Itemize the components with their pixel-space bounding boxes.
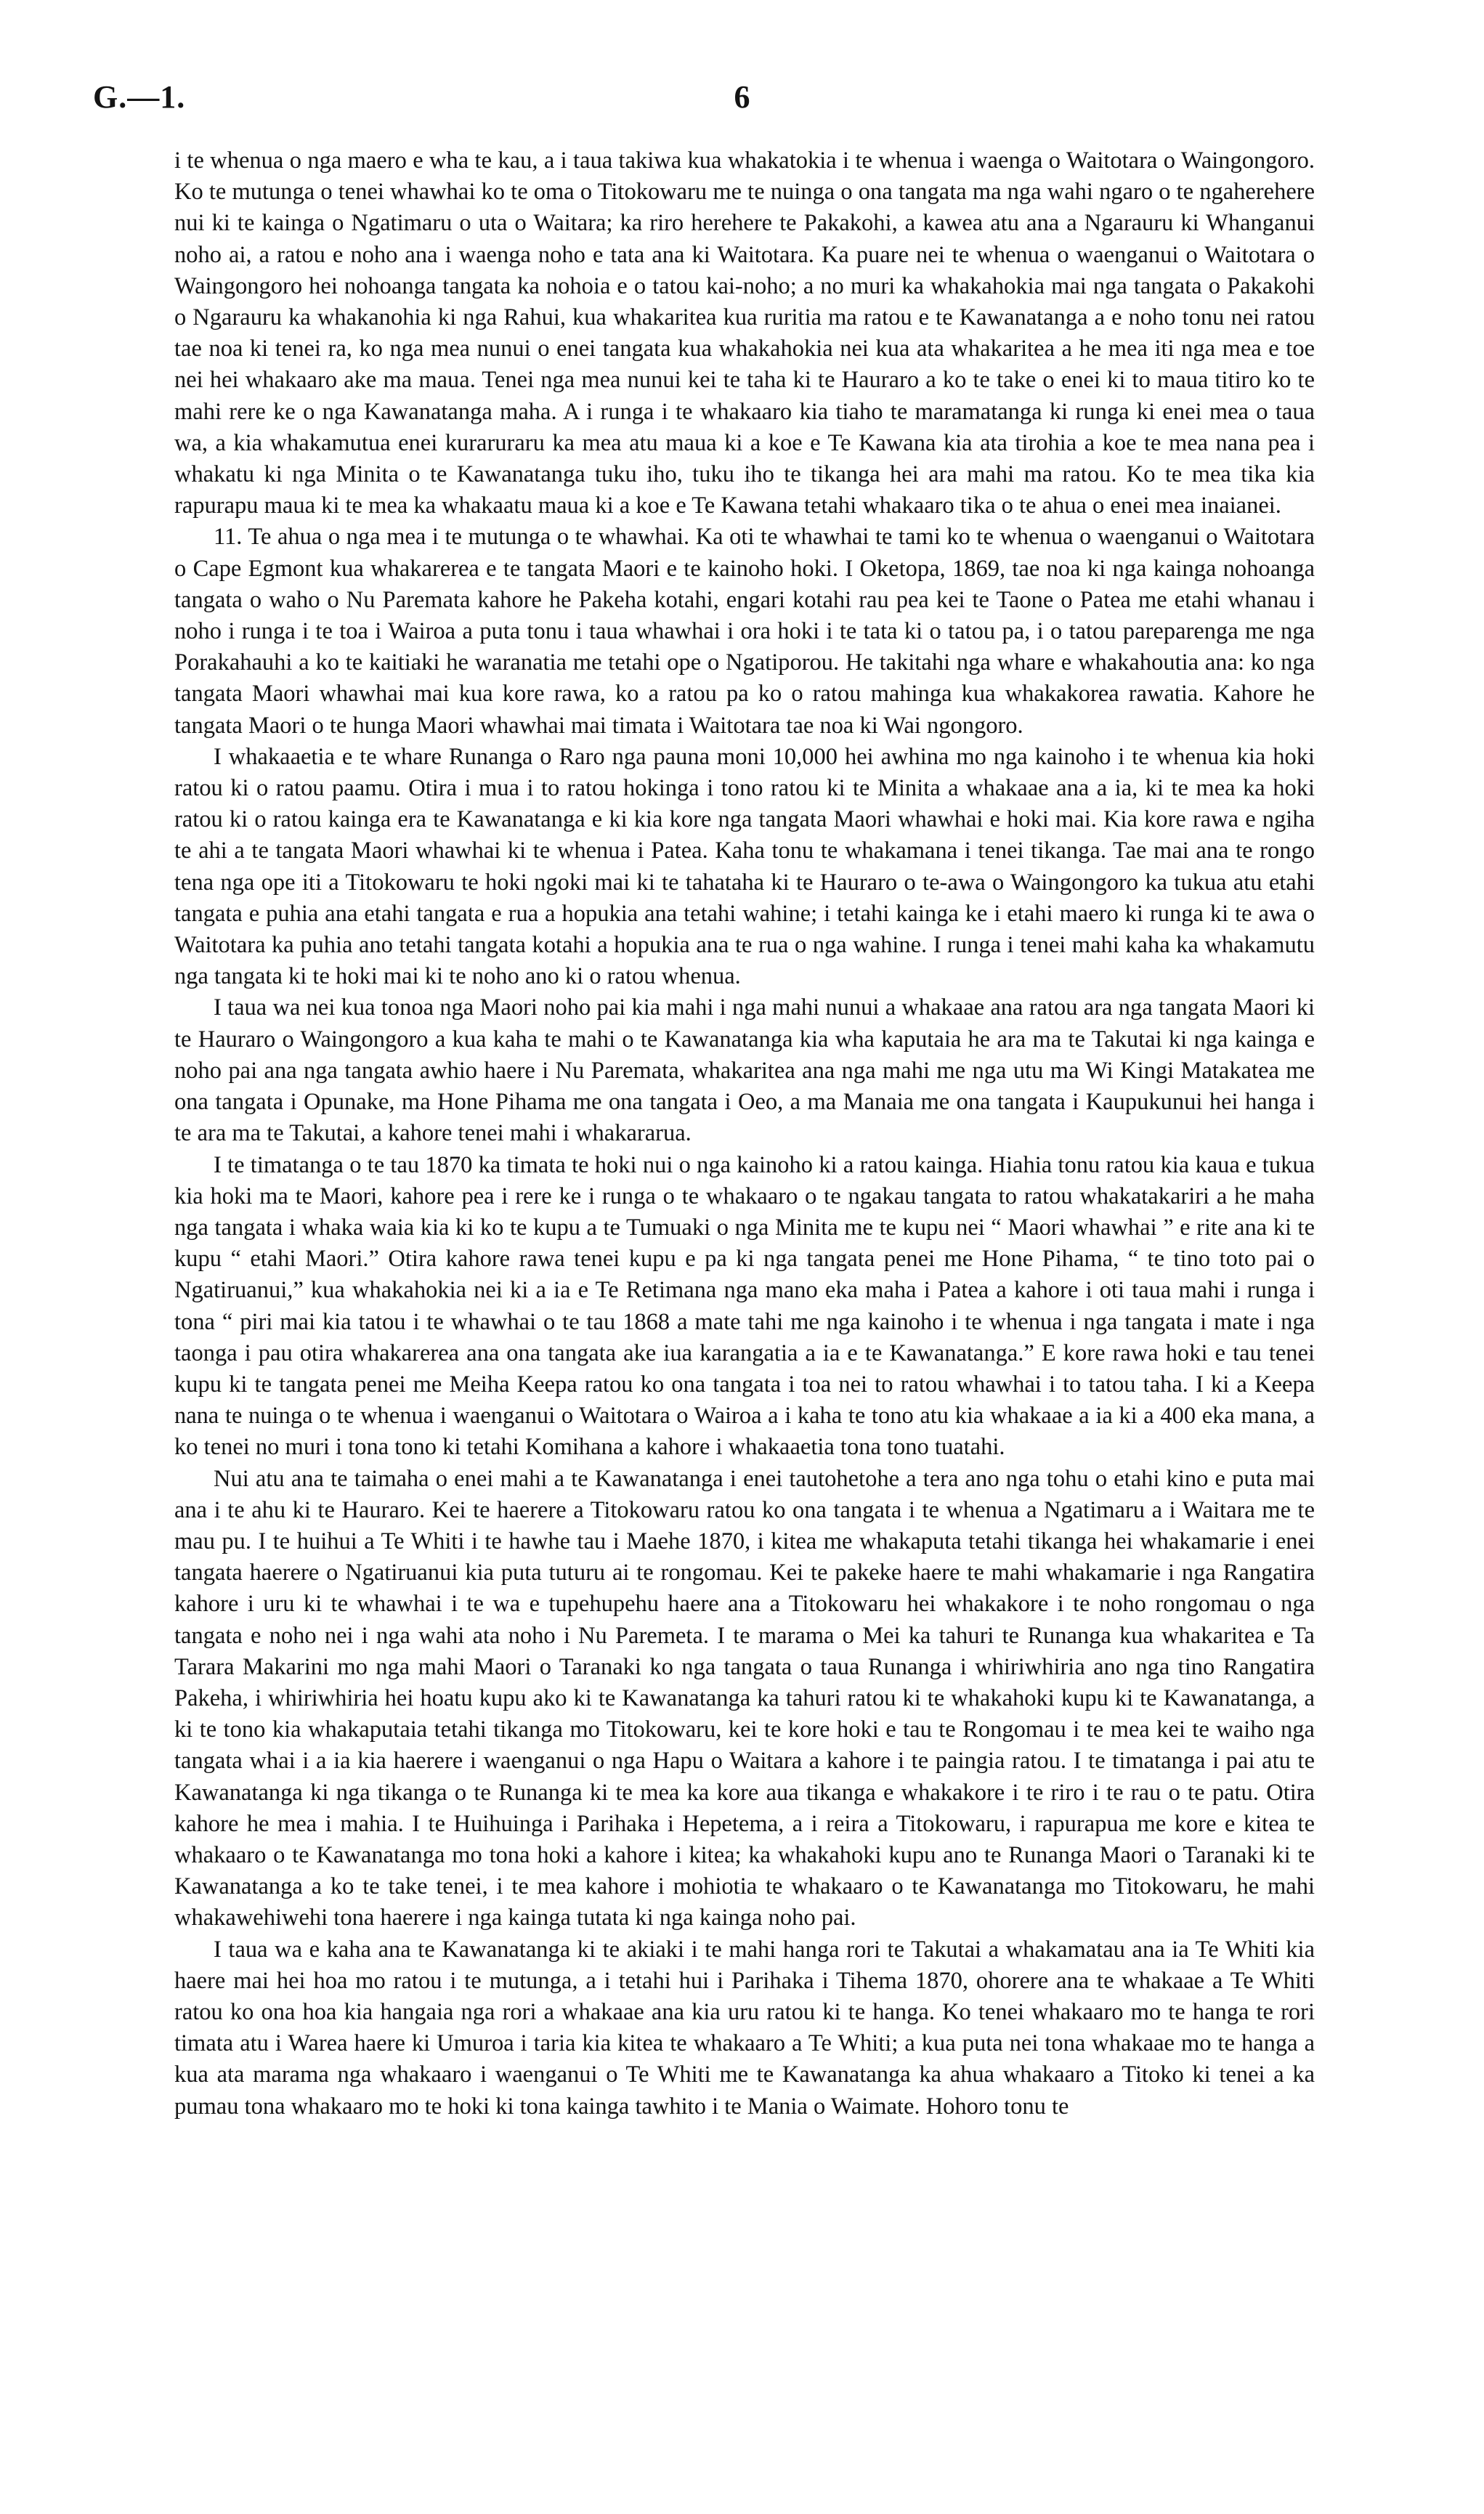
page-header — [93, 78, 1391, 122]
document-code: G.—1. — [93, 79, 186, 115]
paragraph: I whakaaetia e te whare Runanga o Raro nga pauna moni 10,000 hei awhina mo nga kainoho i te whenua kia hoki ratou ki o ratou paamu. Otira i mua i to ratou hokinga i tono ratou ki te Minita a whakaae ana a ia, ki te mea ka hoki ratou ki o ratou kainga era te Kawanatanga e ki kia kore nga tangata Maori whawhai e hoki mai. Kia kore rawa e ngiha te ahi a te tangata Maori whawhai ki te whenua i Patea. Kaha tonu te whakamana i tenei tikanga. Tae mai ana te rongo tena nga ope iti a Titokowaru te hoki ngoki mai ki te tahataha ki te Hauraro o te-awa o Waingongoro ka tukua atu etahi tangata e puhia ana etahi tangata e rua a hopukia ana tetahi wahine; i tetahi kainga ke i etahi maero ki runga ki te awa o Waitotara ka puhia ano tetahi tangata kotahi a hopukia ana te rua o nga wahine. I runga i tenei mahi kaha ka whakamutu nga tangata ki te hoki mai ki te noho ano ki o ratou whenua. — [174, 743, 1315, 990]
paragraph: I taua wa nei kua tonoa nga Maori noho pai kia mahi i nga mahi nunui a whakaae ana ratou ara nga tangata Maori ki te Hauraro o Waingongoro a kua kaha te mahi o te Kawanatanga kia wha kaputaia he ara ma te Takutai ki nga kainga e noho pai ana nga tangata awhio haere i Nu Paremata, whakaritea ana nga mahi me nga utu ma Wi Kingi Matakatea me ona tangata i Opunake, ma Hone Pihama me ona tangata i Oeo, a ma Manaia me ona tangata i Kaupukunui hei hanga i te ara ma te Takutai, a kahore tenei mahi i whakararua. — [174, 994, 1315, 1147]
paragraph: i te whenua o nga maero e wha te kau, a i taua takiwa kua whakatokia i te whenua i waenga o Waitotara o Waingongoro. Ko te mutunga o tenei whawhai ko te oma o Titokowaru me te nuinga o ona tangata ma nga wahi ngaro o te ngaherehere nui ki te kainga o Ngatimaru o uta o Waitara; ka riro herehere te Pakakohi, a kawea atu ana a Ngarauru ki Whanganui noho ai, a ratou e noho ana i waenga noho e tata ana ki Waitotara. Ka puare nei te whenua o waenganui o Waitotara o Waingongoro hei nohoanga tangata ka nohoia e o tatou kai-noho; a no muri ka whakahokia mai nga tangata o Pakakohi o Ngarauru ka whakanohia ki nga Rahui, kua whakaritea kua ruritia ma ratou e te Kawanatanga a e noho tonu nei ratou tae noa ki tenei ra, ko nga mea nunui o enei tangata kua whakahokia nei kua ata whakaritea a he mea iti nga mea e toe nei hei whakaaro ake ma maua. Tenei nga mea nunui kei te taha ki te Hauraro a ko te take o enei ki to maua titiro ko te mahi rere ke o nga Kawanatanga maha. A i runga i te whakaaro kia tiaho te maramatanga ki runga ki enei mea o taua wa, a kia whakamutua enei kuraruraru ka mea atu maua ki a koe e Te Kawana kia ata tirohia a koe te mea nana pea i whakatu ki nga Minita o te Kawanatanga tuku iho, tuku iho te tikanga hei ara mahi ma ratou. Ko te mea tika kia rapurapu maua ki te mea ka whakaatu maua ki a koe e Te Kawana tetahi whakaaro tika o te ahua o enei mea inaianei. — [174, 147, 1315, 519]
paragraph: 11. Te ahua o nga mea i te mutunga o te whawhai. Ka oti te whawhai te tami ko te whenua o waenganui o Waitotara o Cape Egmont kua whakarerea e te tangata Maori e te kainoho hoki. I Oketopa, 1869, tae noa ki nga kainga nohoanga tangata o waho o Nu Paremata kahore he Pakeha kotahi, engari kotahi rau pea kei te Taone o Patea me etahi whanau i noho i runga i te toa i Wairoa a puta tonu i taua whawhai i ora hoki i te tata ki o tatou pa, i o tatou pareparenga me nga Porakahauhi a ko te kaitiaki he waranatia me tetahi ope o Ngatiporou. He takitahi nga whare e whakahoutia ana: ko nga tangata Maori whawhai mai kua kore rawa, ko a ratou pa ko o ratou mahinga kua whakakorea rawatia. Kahore he tangata Maori o te hunga Maori whawhai mai timata i Waitotara tae noa ki Wai ngongoro. — [174, 524, 1315, 739]
page-number: 6 — [734, 79, 750, 115]
paragraph: Nui atu ana te taimaha o enei mahi a te Kawanatanga i enei tautohetohe a tera ano nga tohu o etahi kino e puta mai ana i te ahu ki te Hauraro. Kei te haerere a Titokowaru ratou ko ona tangata i te whenua a Ngatimaru a i Waitara me te mau pu. I te huihui a Te Whiti i te hawhe tau i Maehe 1870, i kitea me whakaputa tetahi tikanga hei whakamarie i enei tangata haerere o Ngatiruanui kia puta tuturu ai te rongomau. Kei te pakeke haere te mahi whakamarie i nga Rangatira kahore i uru ki te whawhai i te wa e tupehupehu haere ana a Titokowaru hei whakakore i te noho rongomau o nga tangata e noho nei i nga wahi ata noho i Nu Paremeta. I te marama o Mei ka tahuri te Runanga kua whakaritea e Ta Tarara Makarini mo nga mahi Maori o Taranaki ko nga tangata o taua Runanga i whiriwhiria ano nga tino Rangatira Pakeha, i whiriwhiria hei hoatu kupu ako ki te Kawanatanga ka tahuri ratou ki te whakahoki kupu ki te Kawanatanga, a ki te tono kia whakaputaia tetahi tikanga mo Titokowaru, kei te kore hoki e tau te Rongomau i te mea kei te waiho nga tangata whai i a ia kia haerere i waenganui o nga Hapu o Waitara a kahore i te paingia ratou. I te timatanga i pai atu te Kawanatanga ki nga tikanga o te Runanga ki te mea ka kore aua tikanga e whakakore i te riro i te rau o te patu. Otira kahore he mea i mahia. I te Huihuinga i Parihaka i Hepetema, a i reira a Titokowaru, i rapurapua me kore e kitea te whakaaro o te Kawanatanga mo tona hoki a kahore i kitea; ka whakahoki kupu ano te Runanga Maori o Taranaki ki te Kawanatanga a ko te take tenei, i te mea kahore i mohiotia te whakaaro o te Kawanatanga mo Titokowaru, he mahi whakawehiwehi tona haerere i nga kainga tutata ki nga kainga noho pai. — [174, 1465, 1315, 1931]
paragraph: I taua wa e kaha ana te Kawanatanga ki te akiaki i te mahi hanga rori te Takutai a whakamatau ana ia Te Whiti kia haere mai hei hoa mo ratou i te mutunga, a i tetahi hui i Parihaka i Tihema 1870, ohorere ana te whakaae a Te Whiti ratou ko ona hoa kia hangaia nga rori a whakaae ana kia uru ratou ki te hanga. Ko tenei whakaaro mo te hanga te rori timata atu i Warea haere ki Umuroa i taria kia kitea te whakaaro a Te Whiti; a kua puta nei tona whakaae mo te hanga a kua ata marama nga whakaaro i waenganui o Te Whiti me te Kawanatanga ka ahua whakaaro a Titoko ki tenei a ka pumau tona whakaaro mo te hoki ki tona kainga tawhito i te Mania o Waimate. Hohoro tonu te — [174, 1936, 1315, 2120]
paragraph: I te timatanga o te tau 1870 ka timata te hoki nui o nga kainoho ki a ratou kainga. Hiahia tonu ratou kia kaua e tukua kia hoki ma te Maori, kahore pea i rere ke i runga o te whakaaro o te ngakau tangata to ratou whakatakariri a he maha nga tangata i whaka waia kia ki ko te kupu a te Tumuaki o nga Minita me te kupu nei “ Maori whawhai ” e rite ana ki te kupu “ etahi Maori.” Otira kahore rawa tenei kupu e pa ki nga tangata penei me Hone Pihama, “ te tino toto pai o Ngatiruanui,” kua whakahokia nei ki a ia e Te Retimana nga mano eka maha i Patea a kahore i oti taua mahi i runga i tona “ piri mai kia tatou i te whawhai o te tau 1868 a mate tahi me nga kainoho i te whenua i nga tangata i mate i nga taonga i pau otira whakarerea ana ona tangata ake iua karangatia a ia e te Kawanatanga.” E kore rawa hoki e tau tenei kupu ki te tangata penei me Meiha Keepa ratou ko ona tangata i toa nei to ratou whawhai i to tatou taha. I ki a Keepa nana te nuinga o te whenua i waenganui o Waitotara o Wairoa a i kaha te tono atu kia whakaae a ia ki a 400 eka mana, a ko tenei no muri i tona tono ki tetahi Komihana a kahore i whakaaetia tona tono tuatahi. — [174, 1151, 1315, 1461]
body-text — [174, 145, 1315, 2122]
